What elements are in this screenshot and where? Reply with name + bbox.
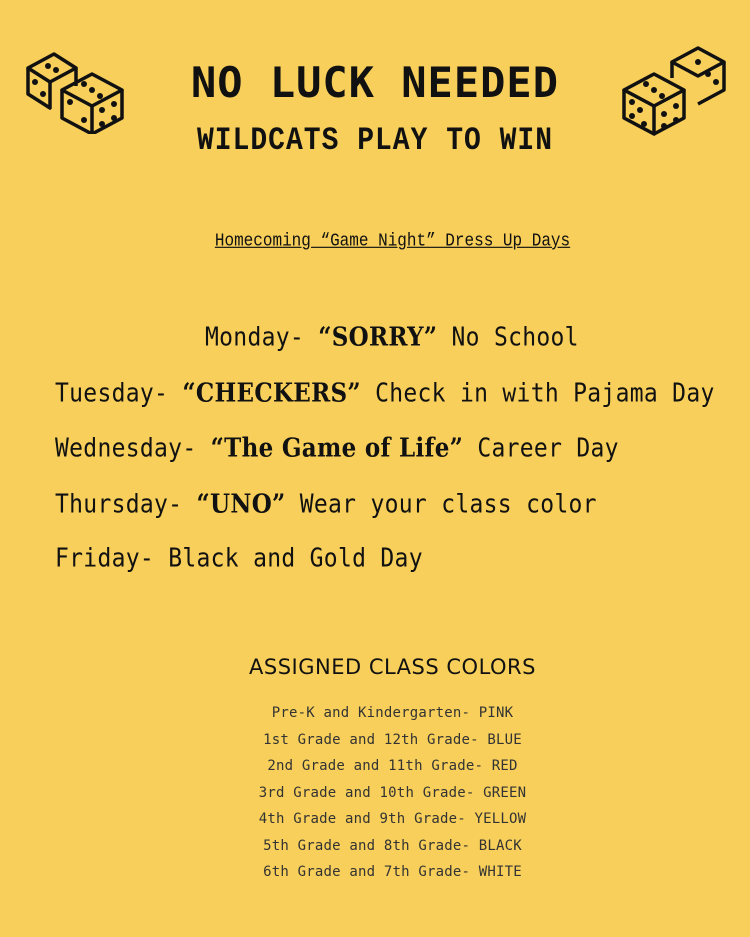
day-row-thursday (55, 489, 597, 519)
day-name: Tuesday- (55, 379, 169, 409)
day-description: Career Day (477, 434, 619, 464)
list-item: 5th Grade and 8th Grade- BLACK (263, 837, 522, 854)
day-row-wednesday (55, 433, 619, 463)
list-item: 4th Grade and 9th Grade- YELLOW (258, 811, 527, 827)
subtitle: WILDCATS PLAY TO WIN (196, 123, 554, 160)
list-item: Pre-K and Kindergarten- PINK (271, 705, 514, 721)
class-colors-list (0, 700, 750, 886)
day-description: Wear your class color (299, 490, 597, 520)
list-item: 3rd Grade and 10th Grade- GREEN (258, 784, 527, 801)
day-description: No School (451, 323, 579, 353)
day-description: Black and Gold Day (168, 544, 423, 574)
page-title: NO LUCK NEEDED (190, 58, 559, 107)
day-name: Wednesday- (55, 434, 197, 464)
day-name: Friday- (55, 544, 155, 574)
day-row-tuesday (55, 378, 715, 408)
day-theme: “UNO” (196, 489, 286, 520)
list-item: 6th Grade and 7th Grade- WHITE (263, 864, 522, 880)
dress-up-heading: Homecoming “Game Night” Dress Up Days (214, 230, 571, 252)
day-name: Thursday- (55, 490, 183, 520)
class-colors-heading: ASSIGNED CLASS COLORS (249, 655, 536, 679)
day-theme: “CHECKERS” (182, 378, 361, 409)
day-name: Monday- (205, 323, 305, 353)
list-item: 2nd Grade and 11th Grade- RED (267, 758, 518, 774)
list-item: 1st Grade and 12th Grade- BLUE (263, 731, 522, 748)
day-row-friday (55, 544, 423, 573)
day-row-monday (205, 322, 579, 352)
day-theme: “The Game of Life” (210, 433, 464, 464)
day-description: Check in with Pajama Day (375, 379, 715, 409)
day-theme: “SORRY” (318, 322, 438, 353)
